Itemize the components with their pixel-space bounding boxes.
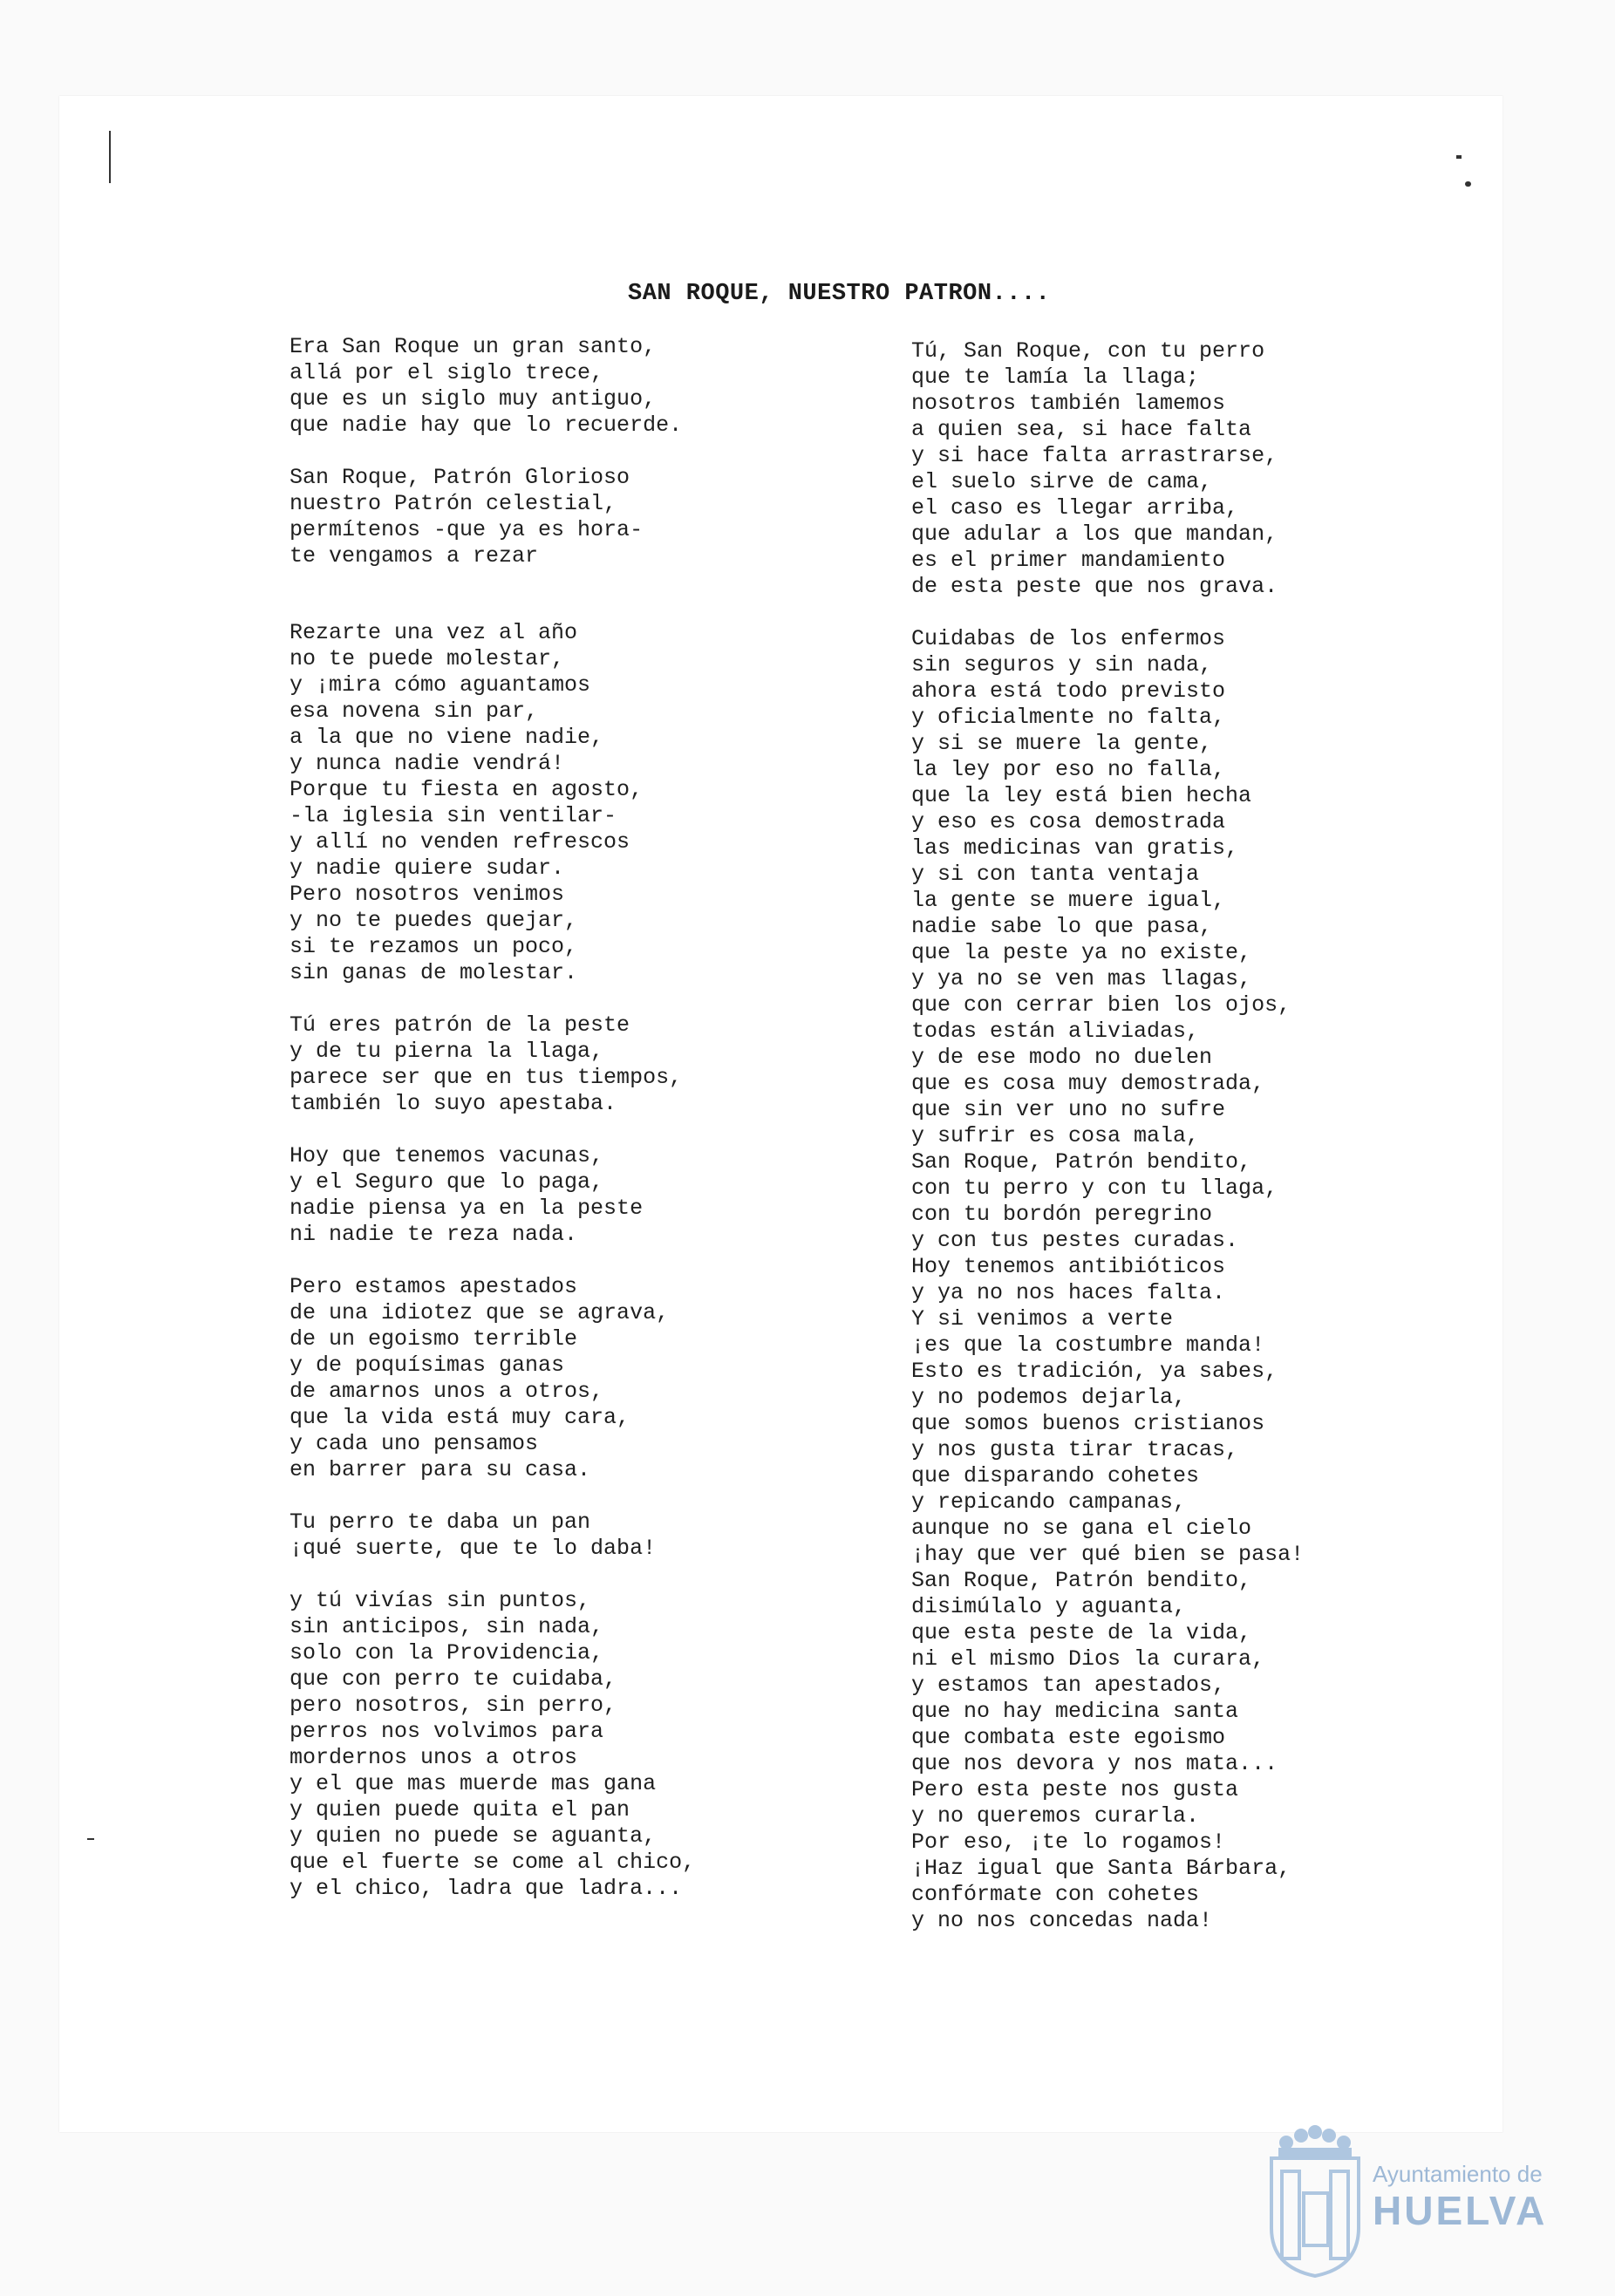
poem-line: que esta peste de la vida,	[911, 1620, 1252, 1645]
poem-line: a quien sea, si hace falta	[911, 417, 1252, 442]
poem-line: que somos buenos cristianos	[911, 1411, 1265, 1436]
poem-line: que es un siglo muy antiguo,	[290, 386, 657, 412]
poem-line: y de tu pierna la llaga,	[290, 1039, 604, 1064]
poem-line: Cuidabas de los enfermos	[911, 626, 1226, 651]
poem-line: permítenos -que ya es hora-	[290, 517, 644, 542]
poem-line: mordernos unos a otros	[290, 1745, 578, 1770]
poem-line: que la vida está muy cara,	[290, 1405, 630, 1430]
poem-line: sin anticipos, sin nada,	[290, 1614, 604, 1639]
poem-line: con tu bordón peregrino	[911, 1202, 1213, 1227]
poem-line: y de ese modo no duelen	[911, 1045, 1213, 1070]
poem-line: y no te puedes quejar,	[290, 908, 578, 933]
poem-line: y quien puede quita el pan	[290, 1797, 630, 1822]
poem-line: y nadie quiere sudar.	[290, 855, 565, 881]
poem-line: que disparando cohetes	[911, 1463, 1200, 1489]
poem-line: y quien no puede se aguanta,	[290, 1823, 657, 1849]
poem-line: que con perro te cuidaba,	[290, 1666, 617, 1692]
poem-line: San Roque, Patrón Glorioso	[290, 465, 630, 490]
poem-line: Tu perro te daba un pan	[290, 1509, 591, 1535]
poem-line: es el primer mandamiento	[911, 548, 1226, 573]
poem-line: Tú, San Roque, con tu perro	[911, 338, 1265, 364]
poem-line: que adular a los que mandan,	[911, 521, 1278, 547]
poem-stanza	[290, 1509, 695, 1562]
poem-line: y nos gusta tirar tracas,	[911, 1437, 1239, 1462]
poem-stanza	[290, 1143, 695, 1248]
poem-line: y si con tanta ventaja	[911, 862, 1200, 887]
poem-line: Por eso, ¡te lo rogamos!	[911, 1829, 1226, 1855]
poem-line: esa novena sin par,	[290, 698, 539, 724]
poem-line: las medicinas van gratis,	[911, 835, 1239, 861]
margin-mark	[1465, 181, 1471, 187]
poem-line: nadie sabe lo que pasa,	[911, 914, 1213, 939]
poem-line: nuestro Patrón celestial,	[290, 491, 617, 516]
poem-line: -la iglesia sin ventilar-	[290, 803, 617, 828]
poem-stanza	[290, 465, 695, 569]
poem-line: ¡es que la costumbre manda!	[911, 1332, 1265, 1358]
poem-line: parece ser que en tus tiempos,	[290, 1065, 683, 1090]
poem-line: que la peste ya no existe,	[911, 940, 1252, 965]
poem-line: y nunca nadie vendrá!	[290, 751, 565, 776]
poem-line: también lo suyo apestaba.	[290, 1091, 617, 1116]
poem-line: y ya no nos haces falta.	[911, 1280, 1226, 1305]
watermark-line-1: Ayuntamiento de	[1373, 2161, 1543, 2187]
poem-line: ahora está todo previsto	[911, 678, 1226, 704]
poem-line: que combata este egoismo	[911, 1725, 1226, 1750]
poem-line: y si se muere la gente,	[911, 731, 1213, 756]
poem-line: que con cerrar bien los ojos,	[911, 992, 1291, 1018]
poem-line: Tú eres patrón de la peste	[290, 1012, 630, 1038]
poem-line: te vengamos a rezar	[290, 543, 539, 569]
poem-line: ni el mismo Dios la curara,	[911, 1646, 1265, 1672]
poem-line: y ¡mira cómo aguantamos	[290, 672, 591, 698]
poem-line: de esta peste que nos grava.	[911, 574, 1278, 599]
poem-line: el suelo sirve de cama,	[911, 469, 1213, 494]
poem-line: que nadie hay que lo recuerde.	[290, 412, 683, 438]
poem-line: en barrer para su casa.	[290, 1457, 591, 1482]
poem-line: Rezarte una vez al año	[290, 620, 578, 645]
poem-line: San Roque, Patrón bendito,	[911, 1149, 1252, 1175]
poem-line: Pero nosotros venimos	[290, 882, 565, 907]
poem-line: con tu perro y con tu llaga,	[911, 1175, 1278, 1201]
poem-line: y el que mas muerde mas gana	[290, 1771, 657, 1796]
poem-stanza	[290, 620, 695, 986]
poem-line: y el chico, ladra que ladra...	[290, 1876, 683, 1901]
poem-line: Porque tu fiesta en agosto,	[290, 777, 644, 802]
margin-mark	[109, 131, 111, 183]
poem-stanza	[911, 338, 1304, 600]
poem-line: Esto es tradición, ya sabes,	[911, 1359, 1278, 1384]
poem-line: de una idiotez que se agrava,	[290, 1300, 670, 1325]
poem-line: que es cosa muy demostrada,	[911, 1071, 1265, 1096]
poem-line: Y si venimos a verte	[911, 1306, 1174, 1332]
poem-line: y cada uno pensamos	[290, 1431, 539, 1456]
poem-line: Hoy que tenemos vacunas,	[290, 1143, 604, 1168]
poem-line: Hoy tenemos antibióticos	[911, 1254, 1226, 1279]
poem-line: y oficialmente no falta,	[911, 705, 1226, 730]
poem-line: allá por el siglo trece,	[290, 360, 604, 385]
poem-line: y ya no se ven mas llagas,	[911, 966, 1252, 991]
poem-line: si te rezamos un poco,	[290, 934, 578, 959]
poem-line: que nos devora y nos mata...	[911, 1751, 1278, 1776]
poem-line: ¡Haz igual que Santa Bárbara,	[911, 1856, 1291, 1881]
poem-line: de amarnos unos a otros,	[290, 1379, 604, 1404]
poem-line: y no queremos curarla.	[911, 1803, 1200, 1829]
poem-line: que la ley está bien hecha	[911, 783, 1252, 808]
poem-line: y eso es cosa demostrada	[911, 809, 1226, 835]
poem-line: Pero estamos apestados	[290, 1274, 578, 1299]
poem-line: que te lamía la llaga;	[911, 364, 1200, 390]
poem-stanza	[290, 1588, 695, 1902]
right-poem-column	[911, 338, 1304, 1960]
poem-line: disimúlalo y aguanta,	[911, 1594, 1187, 1619]
poem-line: y sufrir es cosa mala,	[911, 1123, 1200, 1148]
poem-line: todas están aliviadas,	[911, 1019, 1200, 1044]
poem-line: San Roque, Patrón bendito,	[911, 1568, 1252, 1593]
poem-line: nosotros también lamemos	[911, 391, 1226, 416]
poem-line: ¡hay que ver qué bien se pasa!	[911, 1542, 1305, 1567]
poem-line: Era San Roque un gran santo,	[290, 334, 657, 359]
poem-line: sin seguros y sin nada,	[911, 652, 1213, 678]
poem-stanza	[911, 626, 1304, 1934]
poem-line: y el Seguro que lo paga,	[290, 1169, 604, 1195]
poem-line: la ley por eso no falla,	[911, 757, 1226, 782]
poem-line: nadie piensa ya en la peste	[290, 1196, 644, 1221]
poem-line: y si hace falta arrastrarse,	[911, 443, 1278, 468]
poem-line: y estamos tan apestados,	[911, 1673, 1226, 1698]
poem-line: la gente se muere igual,	[911, 888, 1226, 913]
poem-stanza	[290, 1274, 695, 1483]
poem-line: pero nosotros, sin perro,	[290, 1693, 617, 1718]
poem-stanza	[290, 334, 695, 439]
watermark-line-2: HUELVA	[1373, 2188, 1548, 2233]
poem-line: y no nos concedas nada!	[911, 1908, 1213, 1933]
document-title: SAN ROQUE, NUESTRO PATRON....	[628, 281, 1051, 307]
poem-line: sin ganas de molestar.	[290, 960, 578, 985]
poem-line: no te puede molestar,	[290, 646, 565, 671]
margin-mark	[1456, 155, 1462, 159]
poem-line: y con tus pestes curadas.	[911, 1228, 1239, 1253]
poem-line: aunque no se gana el cielo	[911, 1516, 1252, 1541]
poem-line: solo con la Providencia,	[290, 1640, 604, 1666]
poem-line: Pero esta peste nos gusta	[911, 1777, 1239, 1802]
poem-line: y repicando campanas,	[911, 1489, 1187, 1515]
poem-line: el caso es llegar arriba,	[911, 495, 1239, 521]
margin-mark	[87, 1838, 94, 1840]
poem-line: de un egoismo terrible	[290, 1326, 578, 1352]
poem-line: confórmate con cohetes	[911, 1882, 1200, 1907]
poem-line: a la que no viene nadie,	[290, 725, 604, 750]
poem-line: ni nadie te reza nada.	[290, 1222, 578, 1247]
poem-line: que el fuerte se come al chico,	[290, 1850, 696, 1875]
poem-line: y allí no venden refrescos	[290, 829, 630, 855]
poem-line: que sin ver uno no sufre	[911, 1097, 1226, 1122]
left-poem-column	[290, 334, 695, 1928]
poem-line: y no podemos dejarla,	[911, 1385, 1187, 1410]
poem-line: que no hay medicina santa	[911, 1699, 1239, 1724]
poem-line: perros nos volvimos para	[290, 1719, 604, 1744]
poem-line: ¡qué suerte, que te lo daba!	[290, 1536, 657, 1561]
poem-stanza	[290, 1012, 695, 1117]
poem-line: y tú vivías sin puntos,	[290, 1588, 591, 1613]
poem-line: y de poquísimas ganas	[290, 1352, 565, 1378]
